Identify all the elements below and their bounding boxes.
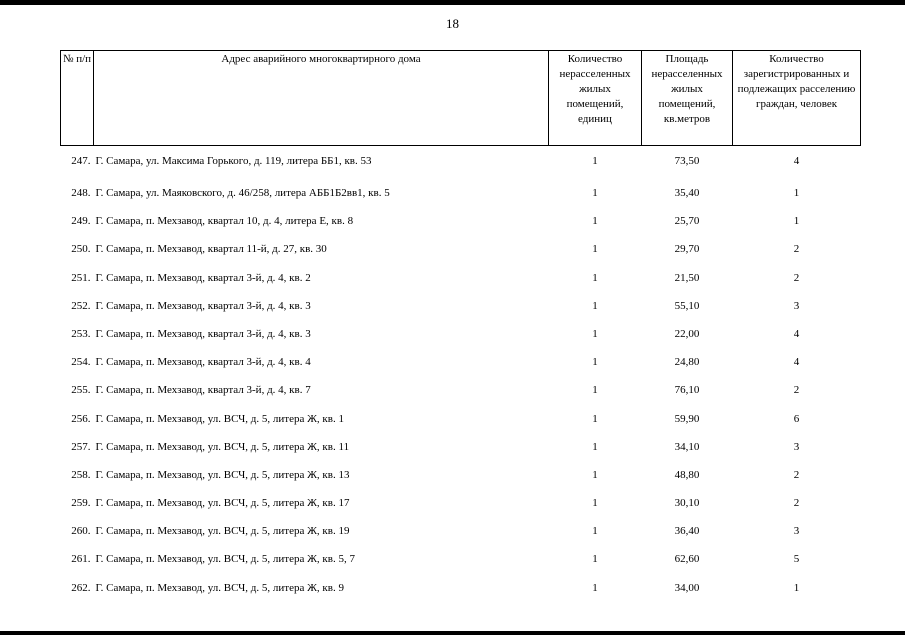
table-row	[61, 580, 861, 608]
table-row	[61, 213, 861, 241]
row-address: Г. Самара, ул. Максима Горького, д. 119, литера ББ1, кв. 53	[95, 155, 372, 167]
row-area: 24,80	[674, 356, 700, 369]
row-people-count: 3	[793, 440, 800, 453]
row-people-count: 2	[793, 468, 800, 481]
row-area: 59,90	[674, 412, 700, 425]
row-address: Г. Самара, п. Мехзавод, квартал 3-й, д. 4, кв. 4	[95, 356, 311, 369]
row-number: 250.	[71, 243, 91, 256]
emergency-housing-table	[60, 50, 861, 608]
row-address: Г. Самара, п. Мехзавод, квартал 3-й, д. 4, кв. 2	[95, 271, 311, 284]
row-people-count: 1	[793, 187, 800, 199]
row-number: 257.	[71, 440, 91, 453]
row-people-count: 6	[793, 412, 800, 425]
bottom-border-rule	[0, 631, 905, 635]
row-address: Г. Самара, п. Мехзавод, ул. ВСЧ, д. 5, литера Ж, кв. 1	[95, 412, 344, 425]
row-area: 55,10	[674, 299, 700, 312]
row-number: 262.	[71, 581, 91, 594]
row-area: 35,40	[674, 187, 700, 199]
row-units-count: 1	[592, 356, 598, 369]
row-number: 251.	[71, 271, 91, 284]
header-address: Адрес аварийного многоквартирного дома	[94, 51, 549, 146]
row-area: 34,10	[674, 440, 700, 453]
row-number: 258.	[71, 468, 91, 481]
row-people-count: 3	[793, 525, 800, 538]
row-number: 248.	[71, 187, 91, 199]
row-address: Г. Самара, п. Мехзавод, ул. ВСЧ, д. 5, литера Ж, кв. 5, 7	[95, 553, 355, 566]
row-units-count: 1	[592, 271, 598, 284]
row-area: 76,10	[674, 384, 700, 397]
row-units-count: 1	[592, 497, 598, 510]
row-number: 252.	[71, 299, 91, 312]
row-people-count: 2	[793, 384, 800, 397]
row-units-count: 1	[592, 412, 598, 425]
row-units-count: 1	[592, 553, 598, 566]
row-area: 48,80	[674, 468, 700, 481]
table-row	[61, 146, 861, 186]
row-number: 253.	[71, 327, 91, 340]
row-address: Г. Самара, п. Мехзавод, ул. ВСЧ, д. 5, литера Ж, кв. 17	[95, 497, 350, 510]
row-people-count: 4	[793, 327, 800, 340]
row-people-count: 4	[793, 155, 800, 167]
table-row	[61, 241, 861, 269]
table-row	[61, 326, 861, 354]
row-units-count: 1	[592, 187, 598, 199]
row-area: 36,40	[674, 525, 700, 538]
row-number: 256.	[71, 412, 91, 425]
row-area: 62,60	[674, 553, 700, 566]
row-units-count: 1	[592, 299, 598, 312]
top-border-rule	[0, 0, 905, 5]
table-row	[61, 439, 861, 467]
table-row	[61, 382, 861, 410]
table-row	[61, 185, 861, 213]
table-row	[61, 411, 861, 439]
row-people-count: 3	[793, 299, 800, 312]
table-body	[61, 146, 861, 608]
row-address: Г. Самара, п. Мехзавод, квартал 3-й, д. 4, кв. 3	[95, 299, 311, 312]
row-number: 259.	[71, 497, 91, 510]
row-number: 249.	[71, 215, 91, 228]
row-address: Г. Самара, ул. Маяковского, д. 46/258, литера АББ1Б2вв1, кв. 5	[95, 187, 390, 199]
row-address: Г. Самара, п. Мехзавод, ул. ВСЧ, д. 5, литера Ж, кв. 19	[95, 525, 350, 538]
row-address: Г. Самара, п. Мехзавод, квартал 11-й, д. 27, кв. 30	[95, 243, 327, 256]
row-units-count: 1	[592, 384, 598, 397]
header-units: Количество нерасселенных жилых помещений, единиц	[549, 51, 642, 146]
row-units-count: 1	[592, 327, 598, 340]
table-row	[61, 495, 861, 523]
row-number: 261.	[71, 553, 91, 566]
row-people-count: 1	[793, 581, 800, 594]
row-number: 247.	[71, 155, 91, 167]
row-address: Г. Самара, п. Мехзавод, квартал 3-й, д. 4, кв. 3	[95, 327, 311, 340]
row-units-count: 1	[592, 581, 598, 594]
table-row	[61, 354, 861, 382]
row-people-count: 2	[793, 271, 800, 284]
row-people-count: 2	[793, 243, 800, 256]
row-units-count: 1	[592, 215, 598, 228]
row-address: Г. Самара, п. Мехзавод, ул. ВСЧ, д. 5, литера Ж, кв. 9	[95, 581, 344, 594]
row-area: 73,50	[674, 155, 700, 167]
row-address: Г. Самара, п. Мехзавод, квартал 10, д. 4, литера Е, кв. 8	[95, 215, 354, 228]
row-area: 21,50	[674, 271, 700, 284]
table-row	[61, 551, 861, 579]
row-area: 30,10	[674, 497, 700, 510]
row-area: 25,70	[674, 215, 700, 228]
header-num: № п/п	[61, 51, 94, 146]
row-people-count: 1	[793, 215, 800, 228]
row-units-count: 1	[592, 525, 598, 538]
row-units-count: 1	[592, 468, 598, 481]
table-row	[61, 467, 861, 495]
row-area: 22,00	[674, 327, 700, 340]
row-people-count: 2	[793, 497, 800, 510]
row-number: 260.	[71, 525, 91, 538]
table-row	[61, 298, 861, 326]
header-people: Количество зарегистрированных и подлежащих расселению граждан, человек	[733, 51, 861, 146]
page-number: 18	[446, 16, 459, 31]
row-people-count: 4	[793, 356, 800, 369]
row-number: 255.	[71, 384, 91, 397]
row-address: Г. Самара, п. Мехзавод, ул. ВСЧ, д. 5, литера Ж, кв. 11	[95, 440, 350, 453]
header-area: Площадь нерасселенных жилых помещений, кв.метров	[642, 51, 733, 146]
row-units-count: 1	[592, 155, 598, 167]
row-address: Г. Самара, п. Мехзавод, квартал 3-й, д. 4, кв. 7	[95, 384, 311, 397]
row-units-count: 1	[592, 440, 598, 453]
table-row	[61, 270, 861, 298]
row-people-count: 5	[793, 553, 800, 566]
table-header-row	[61, 51, 861, 146]
table-row	[61, 523, 861, 551]
row-area: 34,00	[674, 581, 700, 594]
row-number: 254.	[71, 356, 91, 369]
row-address: Г. Самара, п. Мехзавод, ул. ВСЧ, д. 5, литера Ж, кв. 13	[95, 468, 350, 481]
row-units-count: 1	[592, 243, 598, 256]
row-area: 29,70	[674, 243, 700, 256]
